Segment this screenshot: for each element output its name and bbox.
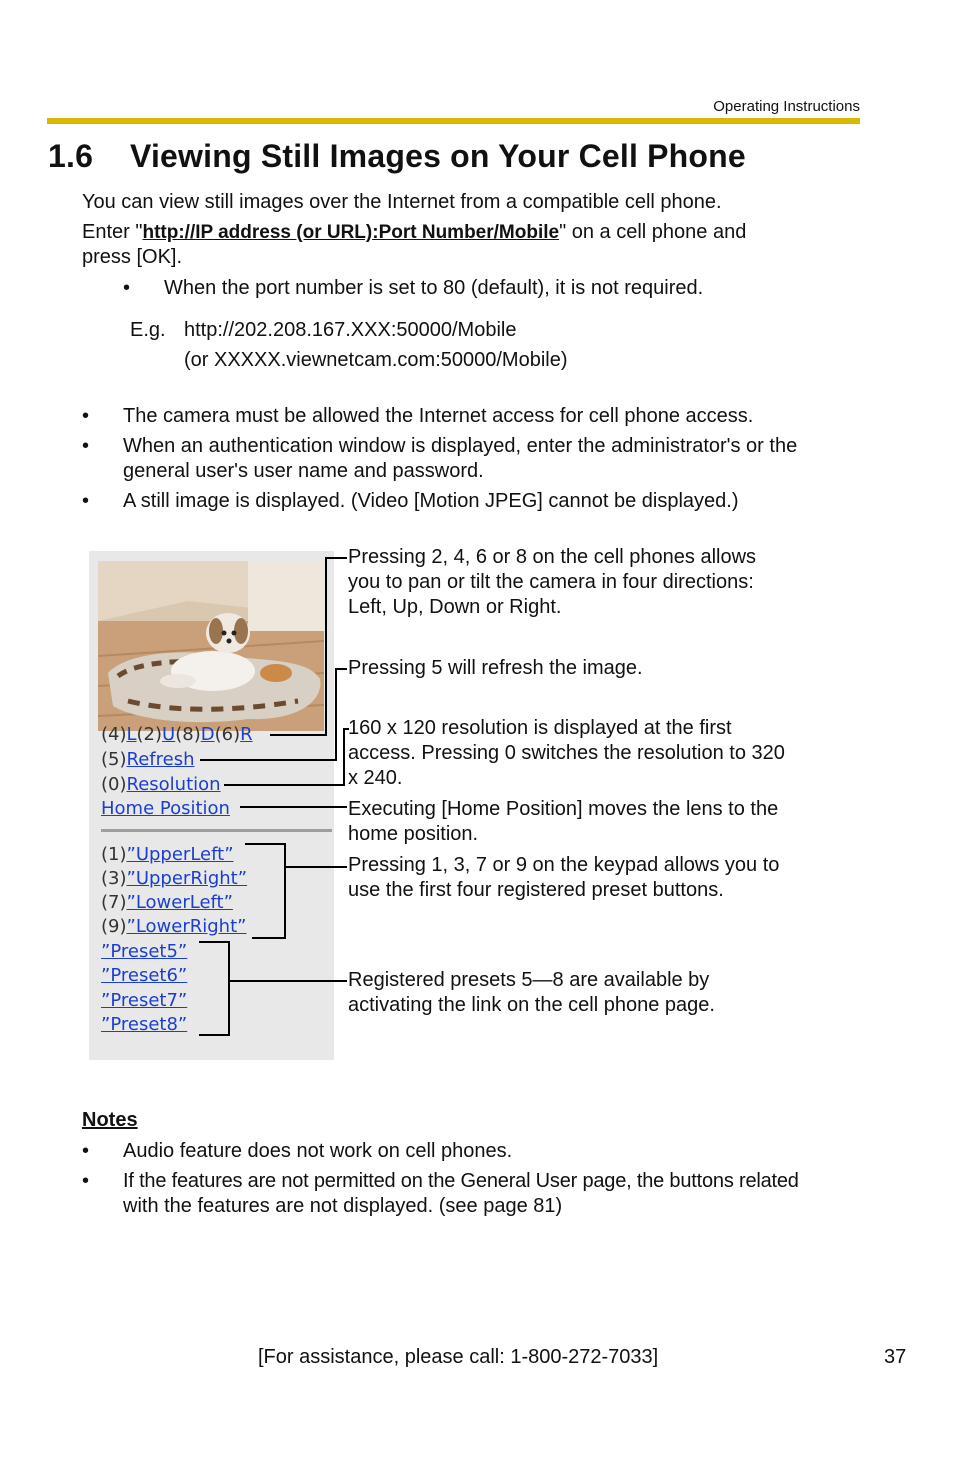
connector-line xyxy=(325,557,327,735)
key-3-label: (3) xyxy=(101,868,127,889)
camera-still-image xyxy=(98,561,324,731)
key-9-label: (9) xyxy=(101,916,127,937)
example-label: E.g. xyxy=(130,319,166,341)
callout-line: activating the link on the cell phone page. xyxy=(348,994,715,1016)
callout-line: Pressing 1, 3, 7 or 9 on the keypad allows you to xyxy=(348,854,780,876)
callout-home-position xyxy=(348,797,778,847)
key-8-label: (8) xyxy=(175,724,201,745)
bullet-text: When an authentication window is displayed, enter the administrator's or the xyxy=(123,435,798,457)
key-5-label: (5) xyxy=(101,749,127,770)
key-2-label: (2) xyxy=(136,724,163,745)
preset-row xyxy=(101,989,187,1014)
callout-line: 160 x 120 resolution is displayed at the first xyxy=(348,717,732,739)
note-text: If the features are not permitted on the General User page, the buttons related xyxy=(123,1170,799,1192)
note-text: Audio feature does not work on cell phones. xyxy=(123,1140,513,1162)
bullet-dot: • xyxy=(82,490,90,512)
home-position-link[interactable]: Home Position xyxy=(101,798,230,819)
intro-line: You can view still images over the Internet from a compatible cell phone. xyxy=(82,191,722,213)
key-6-label: (6) xyxy=(214,724,241,745)
preset7-link[interactable]: ”Preset7” xyxy=(101,990,188,1011)
bullet-dot: • xyxy=(82,1170,90,1192)
section-title xyxy=(48,138,746,175)
note-text-cont: with the features are not displayed. (see page 81) xyxy=(123,1195,563,1217)
callout-resolution xyxy=(348,716,785,791)
connector-line xyxy=(200,759,337,761)
notes-heading: Notes xyxy=(82,1109,138,1131)
preset-row xyxy=(101,1013,187,1038)
callout-line: Pressing 2, 4, 6 or 8 on the cell phones allows xyxy=(348,546,757,568)
preset-upperright-link[interactable]: ”UpperRight” xyxy=(126,868,248,889)
callout-line: access. Pressing 0 switches the resolution to 320 xyxy=(348,742,785,764)
connector-line xyxy=(343,728,345,785)
connector-line xyxy=(335,668,347,670)
enter-url-instruction xyxy=(82,220,746,245)
callout-line: x 240. xyxy=(348,767,403,789)
bullet-text: The camera must be allowed the Internet access for cell phone access. xyxy=(123,405,754,427)
bullet-dot: • xyxy=(82,405,90,427)
callout-line: home position. xyxy=(348,823,479,845)
enter-suffix: " on a cell phone and xyxy=(559,221,747,243)
preset-row xyxy=(101,843,234,868)
header-rule xyxy=(47,118,860,124)
callout-line: you to pan or tilt the camera in four directions: xyxy=(348,571,754,593)
refresh-link[interactable]: Refresh xyxy=(126,749,195,770)
callout-refresh: Pressing 5 will refresh the image. xyxy=(348,657,643,679)
key-1-label: (1) xyxy=(101,844,127,865)
callout-line: Left, Up, Down or Right. xyxy=(348,596,562,618)
connector-line xyxy=(228,980,347,982)
enter-prefix: Enter " xyxy=(82,221,143,243)
callout-pan-tilt xyxy=(348,545,756,620)
connector-line xyxy=(335,668,337,760)
section-number: 1.6 xyxy=(48,138,94,174)
connector-line xyxy=(284,843,286,939)
pan-tilt-row xyxy=(101,723,253,748)
callout-registered-presets xyxy=(348,968,715,1018)
section-title-text: Viewing Still Images on Your Cell Phone xyxy=(130,138,746,174)
connector-line xyxy=(199,1034,230,1036)
connector-line xyxy=(252,937,286,939)
key-4-label: (4) xyxy=(101,724,127,745)
home-position-row xyxy=(101,797,230,822)
preset-upperleft-link[interactable]: ”UpperLeft” xyxy=(126,844,234,865)
key-7-label: (7) xyxy=(101,892,127,913)
key-0-label: (0) xyxy=(101,774,127,795)
connector-line xyxy=(224,784,345,786)
pan-right-link[interactable]: R xyxy=(240,724,253,745)
example-url: http://202.208.167.XXX:50000/Mobile xyxy=(184,319,517,341)
menu-divider xyxy=(101,829,332,832)
preset-row xyxy=(101,915,246,940)
preset8-link[interactable]: ”Preset8” xyxy=(101,1014,188,1035)
resolution-row xyxy=(101,773,221,798)
dog-photo-icon xyxy=(98,561,324,731)
preset-row xyxy=(101,867,247,892)
mobile-url: http://IP address (or URL):Port Number/Mobile xyxy=(142,222,560,243)
callout-line: use the first four registered preset buttons. xyxy=(348,879,724,901)
enter-url-line2: press [OK]. xyxy=(82,246,183,268)
bullet-dot: • xyxy=(123,277,131,299)
preset5-link[interactable]: ”Preset5” xyxy=(101,941,188,962)
refresh-row xyxy=(101,748,194,773)
preset-row xyxy=(101,891,233,916)
port-note-text: When the port number is set to 80 (default), it is not required. xyxy=(164,277,704,299)
connector-line xyxy=(325,557,347,559)
preset6-link[interactable]: ”Preset6” xyxy=(101,965,188,986)
resolution-link[interactable]: Resolution xyxy=(126,774,221,795)
connector-line xyxy=(284,866,347,868)
connector-line xyxy=(228,941,230,1036)
bullet-dot: • xyxy=(82,1140,90,1162)
example-url-alt: (or XXXXX.viewnetcam.com:50000/Mobile) xyxy=(184,349,568,371)
connector-line xyxy=(245,843,286,845)
preset-lowerleft-link[interactable]: ”LowerLeft” xyxy=(126,892,233,913)
running-header: Operating Instructions xyxy=(713,98,860,115)
tilt-down-link[interactable]: D xyxy=(200,724,215,745)
connector-line xyxy=(240,806,347,808)
bullet-dot: • xyxy=(82,435,90,457)
pan-left-link[interactable]: L xyxy=(126,724,137,745)
connector-line xyxy=(270,734,327,736)
assistance-footer: [For assistance, please call: 1-800-272-7033] xyxy=(258,1346,659,1368)
bullet-text: A still image is displayed. (Video [Motion JPEG] cannot be displayed.) xyxy=(123,490,739,512)
preset-lowerright-link[interactable]: ”LowerRight” xyxy=(126,916,247,937)
bullet-text-cont: general user's user name and password. xyxy=(123,460,484,482)
preset-row xyxy=(101,940,187,965)
preset-row xyxy=(101,964,187,989)
page-number: 37 xyxy=(884,1346,907,1368)
callout-line: Executing [Home Position] moves the lens to the xyxy=(348,798,779,820)
callout-line: Registered presets 5—8 are available by xyxy=(348,969,710,991)
connector-line xyxy=(199,941,230,943)
tilt-up-link[interactable]: U xyxy=(162,724,176,745)
callout-keypad-presets xyxy=(348,853,779,903)
